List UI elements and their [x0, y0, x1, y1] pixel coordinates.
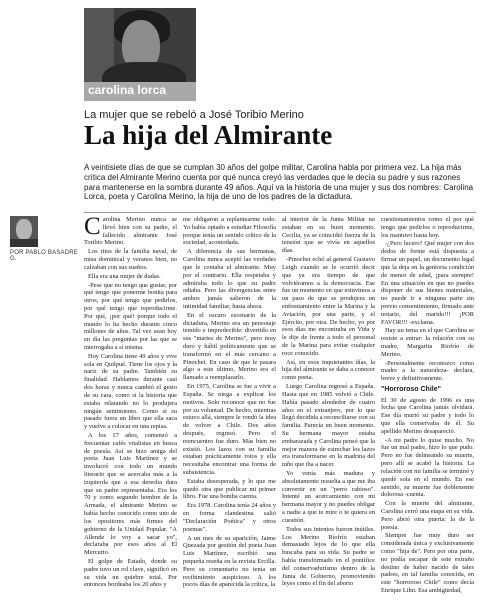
article-standfirst: A veintisiete días de que se cumplan 30 años del golpe militar, Carolina habla por primera vez. La hija más crítica del Almirante Merino cuenta por qué nunca creyó las verdades que le decía su padre y sus razones para mantenerse en la sombra durante 49 años. Aquí va la historia de una mujer y sus dos nombres: Carolina Lorca, poeta y Carolina Merino, la hija de uno de los padres de la dictadura.: [84, 163, 474, 202]
text-column-4: [381, 216, 474, 596]
drop-cap: C: [84, 213, 101, 240]
author-avatar: [10, 216, 38, 247]
paragraph: Con la muerte del almirante, Carolina cerró una etapa en su vida. Pero abrió otra puerta: la de la poesía.: [381, 500, 474, 531]
paragraph: El 30 de agosto de 1996 es una fecha que Carolina jamás olvidará. Ese día murió su padre y todo lo que ella conservaba de él. Su apellido Merino desapareció.: [381, 396, 474, 435]
section-name: carolina lorca: [88, 83, 167, 97]
author-byline: POR PABLO BASADRE G.: [10, 250, 78, 262]
paragraph: Ella era una mujer de dudas.: [88, 272, 161, 280]
paragraph: A los 17 años, comenzó a frecuentar cafés vitalistas en busca de poesía. Así se hizo amiga del poeta Juan Luis Martínez y se involucró con todo un mundo literario que se acercaba más a la izquierda que a esa derecha dura que su padre representaba. Era los 70 y como segundo hombre de la Armada, el almirante Merino se había hecho conocido como uno de los opositores más firmes del gobierno de la Unidad Popular. "A Allende lo voy a sacar yo", declaraba por esos años al El Mercurio.: [84, 431, 177, 557]
paragraph: Hoy Carolina tiene 49 años y vive sola en Quilpué. Tiene los ojos y la nariz de su padre. También su finalidad. Hablamos durante casi dos horas y nunca cambió el gesto de su cara, como si la historia que estaba relatando no lo produjera ningún sentimiento. Como si su pasado fuera un libro que ella saca y vuelve a colocar en una repisa.: [84, 352, 177, 431]
text-column-1: [84, 213, 177, 590]
paragraph: Los ritos de la familia naval, de misa dominical y veranos bien, no calzaban con sus sueños.: [84, 248, 177, 271]
paragraph: me obligaron a replantearme todo. Yo había optado a estudiar Filosofía porque tenía un sentido crítico de la sociedad, acomodada.: [183, 216, 276, 247]
paragraph: [84, 213, 177, 247]
text-column-3: [282, 216, 375, 589]
divider-rule: [84, 212, 476, 213]
paragraph: -A mi padre lo quise mucho. No fue un mal padre, hizo lo que pudo. Pero no fue delineando su muerte, pero allí se acabó la historia. La relación con mi familia se terminó y quedé sola en el mundo. En ese sentido, su muerte fue doblemente dolorosa -cuenta.: [381, 436, 474, 499]
paragraph: Era 1978. Carolina tenía 24 años y en forma clandestina salió "Declaración Poética" y otros poemas".: [183, 502, 276, 533]
section-name-strip: [84, 82, 196, 101]
paragraph-text: arolina Merino nunca se llevó bien con su padre, el fallecido almirante José Toribio Merino.: [84, 216, 177, 247]
paragraph: al interior de la Junta Militar no estaban en su buen momento. Cecilia, ya se coincidió fuerza de la tensión que se vivía en aquellos días.: [282, 216, 375, 255]
paragraph: A diferencia de sus hermanas, Carolina nunca aceptó las verdades que le contaba el almirante. Muy por el contrario. Ella respetaba y admiraba todo lo que su padre odiaba. Pero las divergencias entre ambos jamás salieron de la intimidad familiar, hasta ahora.: [183, 248, 276, 310]
paragraph: Yo venía más madura y absolutamente resuelta a que me iba convertir en un "perro rabioso". Intenté un acercamiento con mi hermana mayor y no puedes obligar a nadie a que te mire o te quiera en cuestión.: [282, 470, 375, 524]
paragraph: Luego Carolina regresó a España. Hasta que en 1985 volvió a Chile. Había pasado alrededor de cuatro años en el extranjero, por lo que llegó decidida a reconciliarse con su familia. Parecía un buen momento. Su hermana mayor estaba embarazada y Carolina pensó que la mejor manera de estrechar los lazos era transformarse en la madrina del niño que iba a nacer.: [282, 383, 375, 469]
photo-shoulder: [102, 62, 186, 82]
author-shoulders: [10, 239, 38, 247]
paragraph: En 1975, Carolina se fue a vivir a España. Se niega a explicar los motivos. Solo reconoce que no fue por su voluntad. De hecho, mientras estuvo allá, siempre le rondó la idea de volver a Chile. Dos años después, regresó. Pero el reencuentro fue duro. Más bien no existió. Los lazos con su familia estaban prácticamente rotos y ella necesitaba encontrar una forma de subsistencia.: [183, 383, 276, 476]
paragraph: Todos sus intentos fueron inútiles. Los Merino Ríofrío estaban demasiado lejos de lo que ella buscaba para su vida. Su padre se había transformado en el pontífice del conservadurismo dentro de la Junta de Gobierno, promoviendo leyes como el fin del aborto: [282, 525, 375, 588]
article-headline: La hija del Almirante: [84, 120, 333, 150]
byline-box: [10, 216, 82, 262]
paragraph: Hay un tema en el que Carolina se resiste a entrar: la relación con su madre, Margarita Riofrío de Merino.: [381, 327, 474, 358]
paragraph: Así, en esos inquietantes días, la hija del almirante se daba a conocer como poeta.: [282, 358, 375, 382]
portrait-photo: [84, 8, 196, 82]
paragraph: El golpe de Estado, donde su padre tuvo un rol clave, significó en su vida un quiebre total. Por entonces bordeaba los 20 años y: [84, 557, 177, 589]
paragraph: Estaba desesperada, y lo que me quedó otra que publicar mi primer libro. Fue una bomba cuenta.: [183, 477, 276, 501]
crosshead: "Horroroso Chile": [381, 386, 441, 394]
paragraph: -Pese que no tengo que gustar, por qué tengo que ponerme bonita para otros, por qué tengo que pedirlos, por qué tengo que reproducirme. Por qué, ¡por qué! porque todo el mundo lo ha hecho durante cinco millones de años. Tal vez sean hoy en día las preguntas por las que se interrogaba a sí misma.: [84, 281, 177, 351]
article-subtitle: La mujer que se rebeló a José Toribio Merino: [84, 109, 304, 121]
paragraph: cuestionamientos como el por qué tengo que pedirlos o reproducirme, los mantuvo hasta hoy.: [381, 216, 474, 239]
paragraph: -Pinochet echó al general Gustavo Leigh cuando se le ocurrió decir que ya era tiempo de que volviéramos a la democracia. Ese fue un momento en que estuvimos a un paso de que se produjera un enfrentamiento entre la Marina y la Aviación, por una parte, y el Ejército, por otra. De hecho, yo por esos días me encontraba en Viña y le dije de frente a todo el personal de la Marina para evitar cualquier roce conocido.: [282, 256, 375, 357]
text-column-2: [183, 216, 276, 590]
paragraph: -Personalmente reconozco como madre a la naturaleza- declara, breve y definitivamente.: [381, 359, 474, 383]
paragraph: -¿Pero lucero? Qué mujer con dos dedos de frente está dispuesta a firmar un papel, un documento legal que la deja en la gentoria condición de menor de edad, ¡para siempre! En una situación en que no puedes disponer de sus bienes materiales, no puede ir a ninguna parte sin previo consentimiento, firmado ante notario, del marido!!! ¡POR FAVOR!!! -exclama.: [381, 240, 474, 326]
author-face: [16, 219, 32, 240]
paragraph: En el oscuro escenario de la dictadura, Merino era un personaje temido e impredecible: divertido en sus "martes de Merino", pero muy duro y hábil políticamente que se transformó en el más cercano a Pinochet. En caso de que le pasara algo a este último, Merino era el llamado a reemplazarlo.: [183, 311, 276, 382]
paragraph: A un mes de su aparición, Jaime Quezada por gestión del poeta Juan Luis Martínez, escribió una pequeña reseña en la revista Ercilla. Pero su comentario no tenía un recibimiento auspicioso. A los pocos días de aparecida la crítica, la: [183, 534, 276, 589]
paragraph: Siempre fue muy duro ser considerada única y exclusivamente como "hija de". Pero por otra parte, no podía escapar de este extraño destino de haber nacido de tales padres, en tal familia conocida, en este "horroroso Chile" como decía Enrique Lihn. Esa ambigüedad,: [381, 532, 474, 595]
